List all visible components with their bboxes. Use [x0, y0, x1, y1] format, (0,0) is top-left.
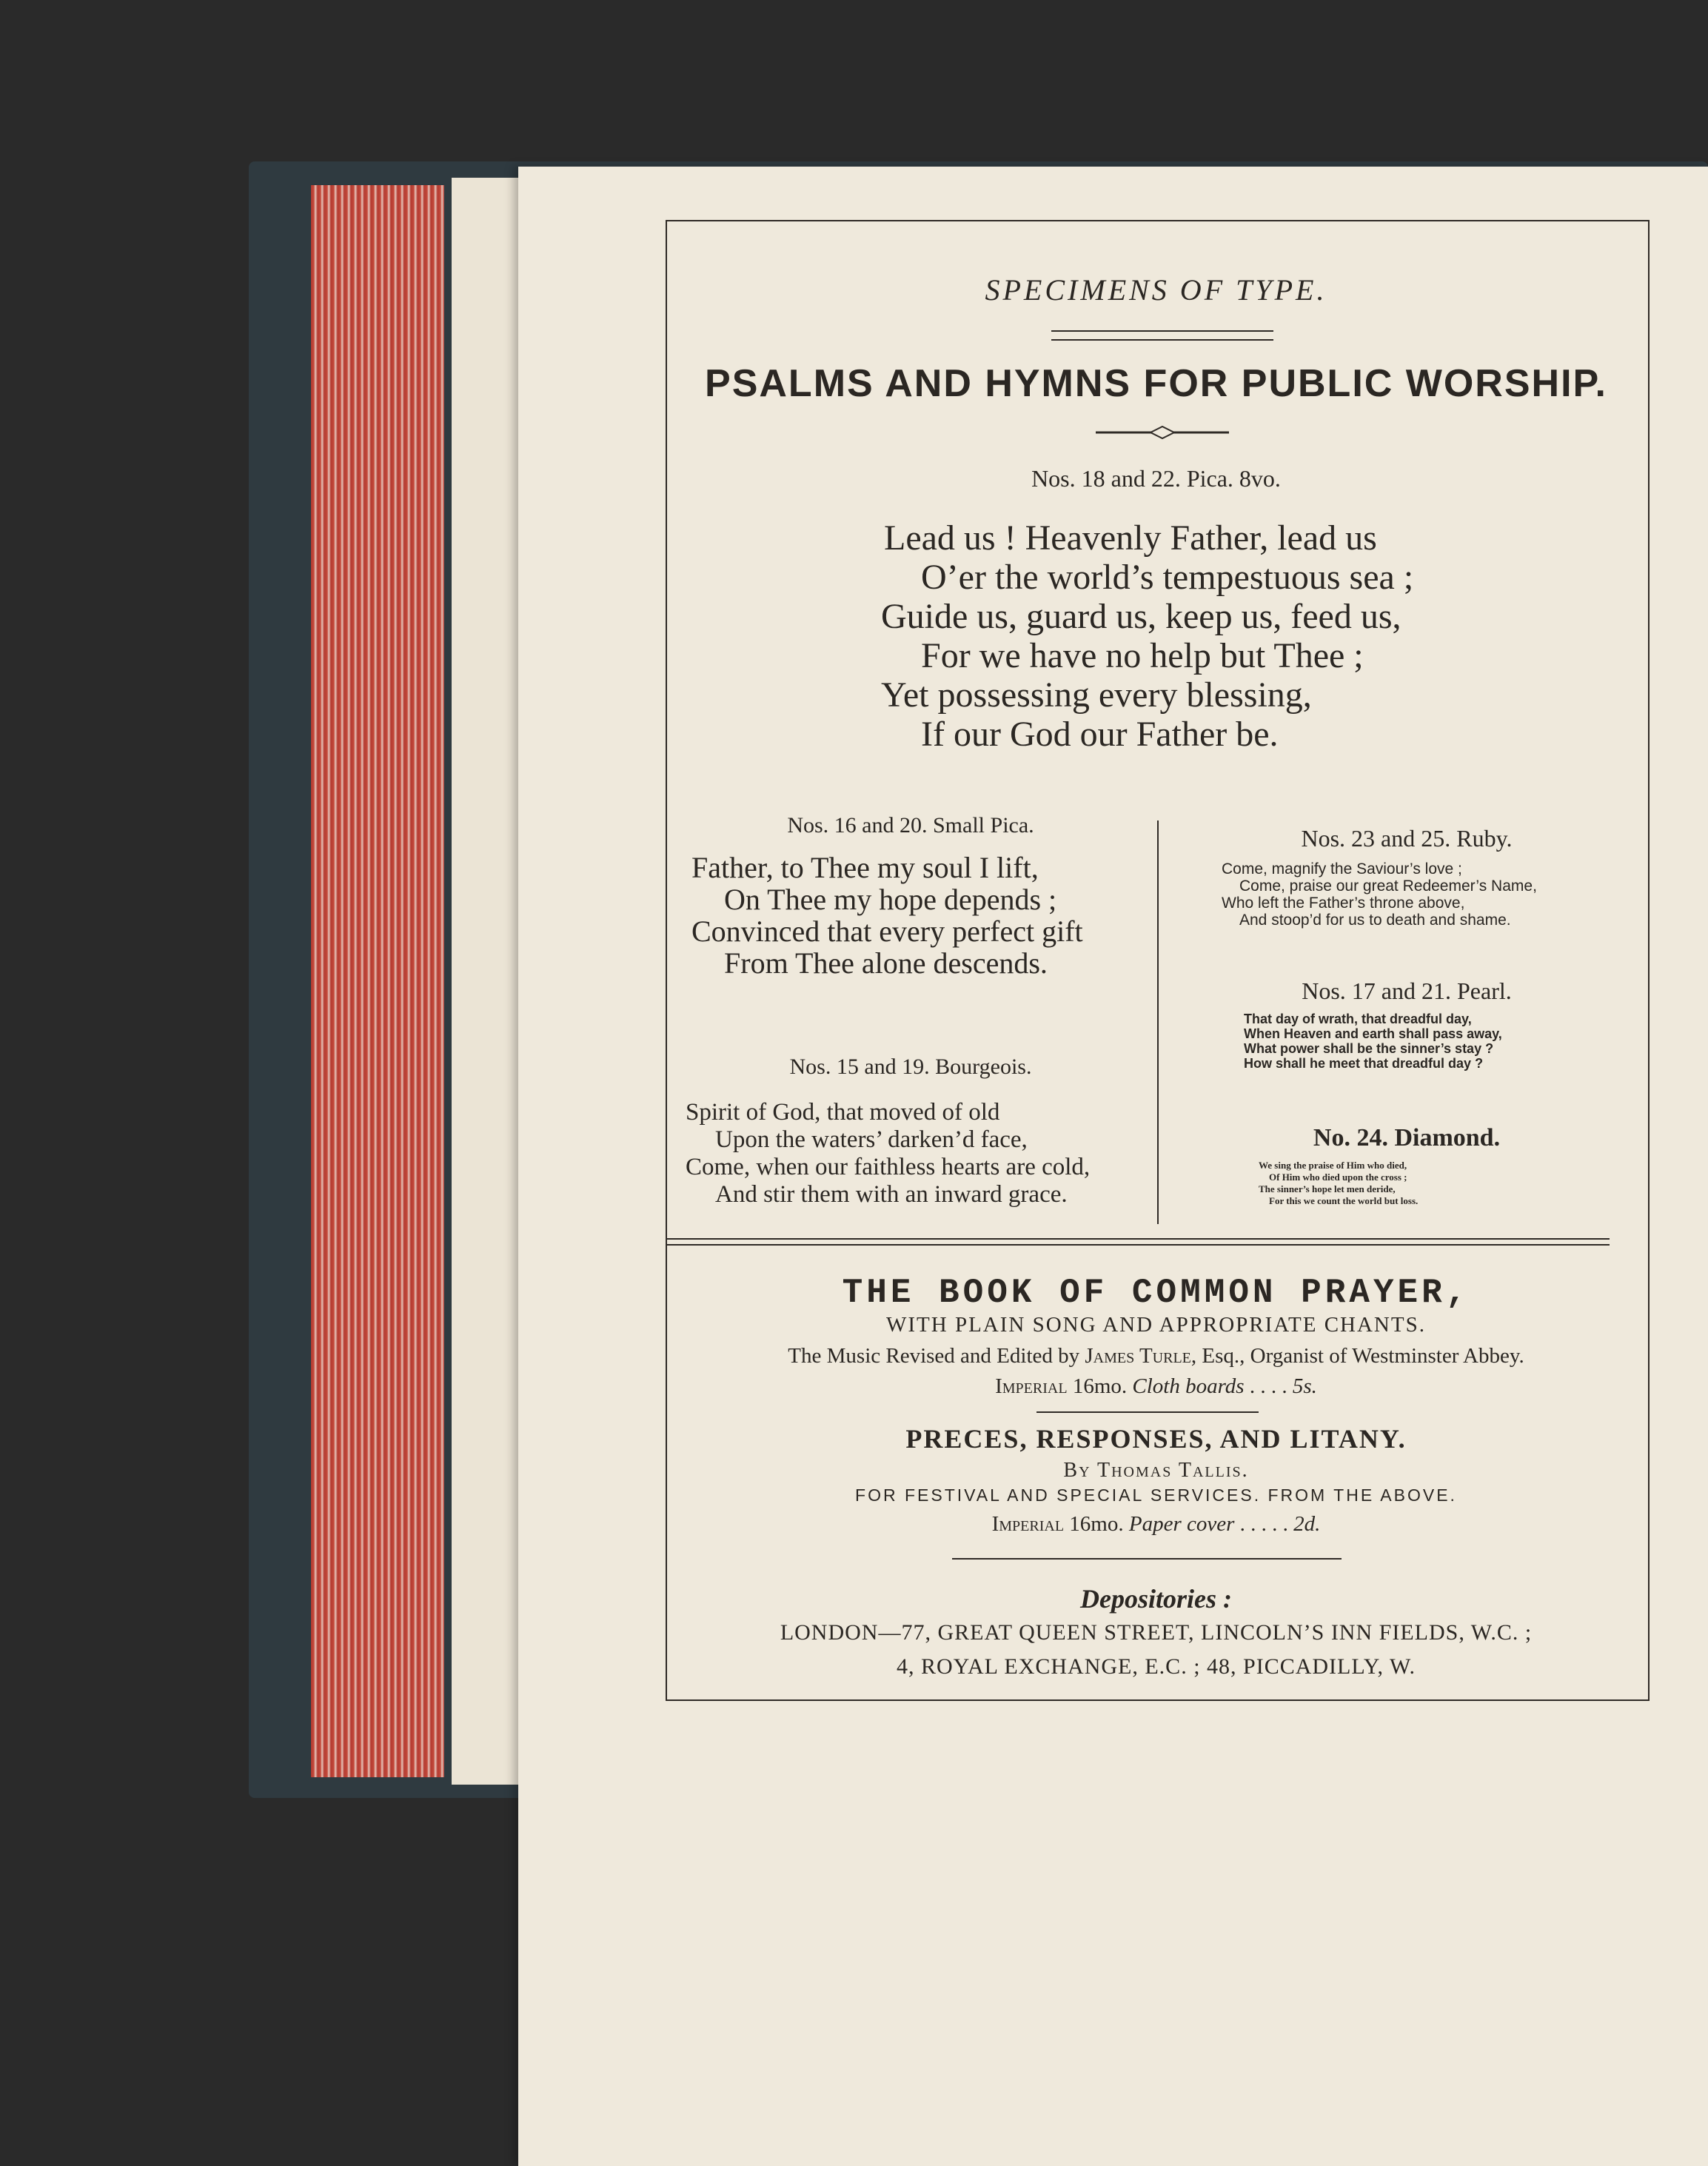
edition-format: Imperial [995, 1374, 1068, 1398]
pica-label: Nos. 18 and 22. Pica. 8vo. [1031, 465, 1281, 492]
address-line: 4, ROYAL EXCHANGE, E.C. ; 48, PICCADILLY, W. [896, 1654, 1416, 1679]
short-rule [952, 1558, 1342, 1560]
column-divider [1157, 820, 1159, 1224]
edition-leaders: . . . . . [1234, 1512, 1294, 1536]
pica-verse [881, 518, 1413, 754]
ruby-verse [1222, 860, 1537, 929]
bourgeois-verse [686, 1099, 1090, 1209]
verse-line: Spirit of God, that moved of old [686, 1099, 1000, 1126]
verse-line: Lead us ! Heavenly Father, lead us [884, 518, 1377, 558]
verse-line: What power shall be the sinner’s stay ? [1244, 1041, 1494, 1056]
specimens-heading: SPECIMENS OF TYPE. [985, 273, 1327, 307]
verse-line: Come, praise our great Redeemer’s Name, [1239, 878, 1537, 895]
verse-line: And stir them with an inward grace. [715, 1181, 1068, 1208]
verse-line: When Heaven and earth shall pass away, [1244, 1026, 1502, 1041]
ornament-rule-icon [1096, 424, 1229, 441]
verse-line: Come, when our faithless hearts are cold, [686, 1154, 1091, 1180]
verse-line: The sinner’s hope let men deride, [1259, 1183, 1396, 1194]
verse-line: Convinced that every perfect gift [691, 915, 1083, 948]
diamond-verse [1259, 1160, 1418, 1207]
double-rule [1051, 330, 1273, 341]
edition-price: 5s. [1292, 1374, 1317, 1398]
verse-line: For this we count the world but loss. [1269, 1195, 1419, 1206]
edition-binding: Cloth boards [1132, 1374, 1245, 1398]
verse-line: On Thee my hope depends ; [724, 883, 1057, 916]
address-line: LONDON—77, GREAT QUEEN STREET, LINCOLN’S INN FIELDS, W.C. ; [780, 1620, 1533, 1645]
edition-size: 16mo. [1064, 1512, 1129, 1536]
edition-price: 2d. [1293, 1512, 1321, 1536]
bcp-subtitle: WITH PLAIN SONG AND APPROPRIATE CHANTS. [886, 1313, 1426, 1337]
verse-line: We sing the praise of Him who died, [1259, 1160, 1407, 1171]
verse-line: Yet possessing every blessing, [881, 675, 1312, 715]
bourgeois-label: Nos. 15 and 19. Bourgeois. [789, 1054, 1032, 1079]
verse-line: And stoop’d for us to death and shame. [1239, 912, 1511, 929]
verse-line: Who left the Father’s throne above, [1222, 895, 1465, 912]
verse-line: Come, magnify the Saviour’s love ; [1222, 860, 1462, 878]
short-rule [1036, 1411, 1259, 1413]
page-title: PSALMS AND HYMNS FOR PUBLIC WORSHIP. [705, 362, 1607, 405]
bcp-music-credit [666, 1344, 1647, 1368]
editor-name: James Turle [1085, 1344, 1191, 1368]
preces-festival: FOR FESTIVAL AND SPECIAL SERVICES. FROM THE ABOVE. [855, 1485, 1457, 1505]
edition-size: 16mo. [1067, 1374, 1133, 1398]
verse-line: O’er the world’s tempestuous sea ; [921, 558, 1414, 597]
pearl-verse [1244, 1012, 1502, 1071]
music-credit-prefix: The Music Revised and Edited by [788, 1344, 1085, 1368]
music-credit-suffix: , Esq., Organist of Westminster Abbey. [1190, 1344, 1524, 1368]
verse-line: Of Him who died upon the cross ; [1269, 1171, 1407, 1183]
small-pica-verse [691, 852, 1083, 979]
verse-line: For we have no help but Thee ; [921, 636, 1364, 675]
verse-line: From Thee alone descends. [724, 946, 1048, 980]
bcp-title: THE BOOK OF COMMON PRAYER, [842, 1274, 1470, 1312]
edition-binding: Paper cover [1128, 1512, 1235, 1536]
pearl-label: Nos. 17 and 21. Pearl. [1302, 977, 1512, 1004]
edition-format: Imperial [991, 1512, 1065, 1536]
edition-leaders: . . . . [1244, 1374, 1293, 1398]
verse-line: Guide us, guard us, keep us, feed us, [881, 597, 1401, 636]
verse-line: Father, to Thee my soul I lift, [691, 851, 1039, 884]
verse-line: If our God our Father be. [921, 715, 1279, 754]
depositories-heading: Depositories : [1080, 1584, 1232, 1614]
ruby-label: Nos. 23 and 25. Ruby. [1301, 825, 1513, 852]
section-rule [666, 1238, 1610, 1246]
diamond-label: No. 24. Diamond. [1313, 1124, 1501, 1151]
small-pica-label: Nos. 16 and 20. Small Pica. [787, 813, 1034, 838]
verse-line: Upon the waters’ darken’d face, [715, 1126, 1028, 1153]
preces-author: By Thomas Tallis. [1063, 1459, 1249, 1482]
bcp-edition-line [666, 1374, 1647, 1399]
red-page-edges [311, 185, 444, 1777]
verse-line: How shall he meet that dreadful day ? [1244, 1056, 1484, 1071]
preces-edition-line [666, 1512, 1647, 1537]
verse-line: That day of wrath, that dreadful day, [1244, 1012, 1472, 1026]
preces-title: PRECES, RESPONSES, AND LITANY. [905, 1424, 1407, 1454]
